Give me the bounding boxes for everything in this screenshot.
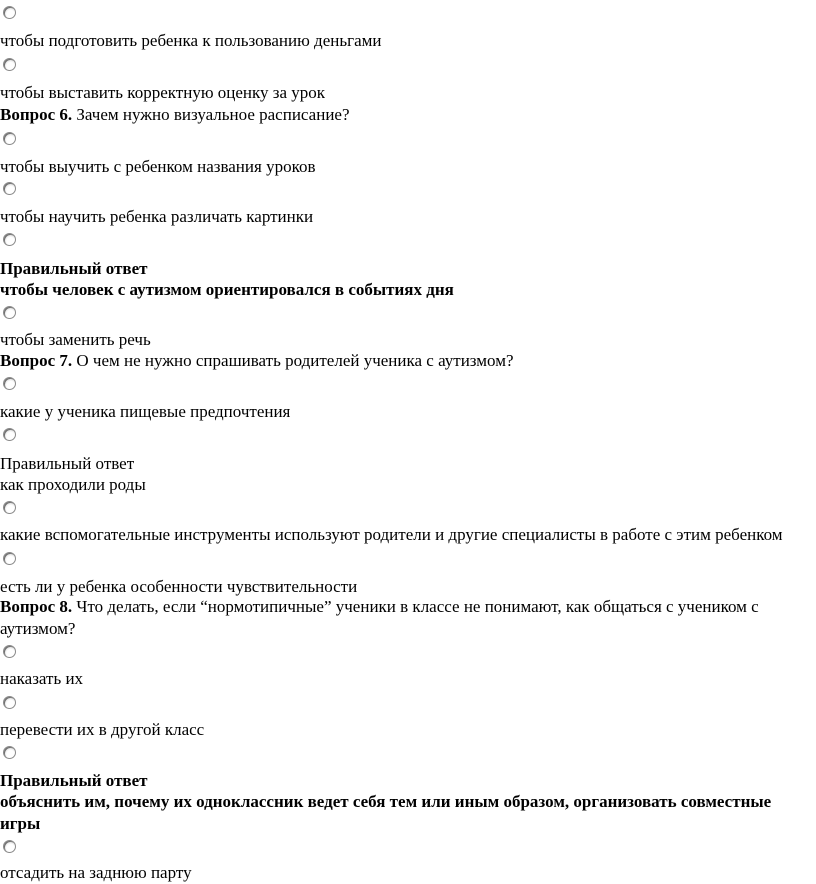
correct-answer-label: Правильный ответ [0,771,148,790]
radio-button[interactable] [3,132,16,145]
question-number: Вопрос 8. [0,597,73,616]
answer-option: есть ли у ребенка особенности чувствительности [0,577,358,596]
correct-answer-text: чтобы человек с аутизмом ориентировался в событиях дня [0,280,454,299]
answer-option: чтобы подготовить ребенка к пользованию деньгами [0,31,382,50]
radio-button[interactable] [3,377,16,390]
radio-button[interactable] [3,58,16,71]
radio-button[interactable] [3,182,16,195]
correct-answer-text: объяснить им, почему их одноклассник ведет себя тем или иным образом, организовать совместные игры [0,792,772,833]
answer-option: наказать их [0,669,84,688]
correct-answer-label: Правильный ответ [0,259,148,278]
answer-option: чтобы выставить корректную оценку за урок [0,83,326,102]
correct-answer-text: как проходили роды [0,475,146,494]
question-number: Вопрос 6. [0,105,73,124]
radio-button[interactable] [3,428,16,441]
question-6 [0,104,812,126]
question-number: Вопрос 7. [0,351,73,370]
radio-button[interactable] [3,306,16,319]
radio-button[interactable] [3,746,16,759]
radio-button[interactable] [3,696,16,709]
question-7 [0,350,812,372]
radio-button[interactable] [3,6,16,19]
answer-option: какие вспомогательные инструменты используют родители и другие специалисты в работе с этим ребенком [0,525,783,544]
radio-button[interactable] [3,552,16,565]
answer-option: чтобы заменить речь [0,330,151,349]
answer-option: какие у ученика пищевые предпочтения [0,402,291,421]
answer-option: чтобы научить ребенка различать картинки [0,207,314,226]
question-text: Что делать, если “нормотипичные” ученики в классе не понимают, как общаться с учеником с аутизмом? [0,597,759,638]
answer-option: чтобы выучить с ребенком названия уроков [0,157,316,176]
radio-button[interactable] [3,840,16,853]
radio-button[interactable] [3,233,16,246]
answer-option: отсадить на заднюю парту [0,863,192,882]
radio-button[interactable] [3,501,16,514]
radio-button[interactable] [3,645,16,658]
answer-option: перевести их в другой класс [0,720,205,739]
question-8 [0,596,812,640]
question-text: О чем не нужно спрашивать родителей ученика с аутизмом? [76,351,514,370]
correct-answer-label: Правильный ответ [0,454,135,473]
question-text: Зачем нужно визуальное расписание? [76,105,350,124]
